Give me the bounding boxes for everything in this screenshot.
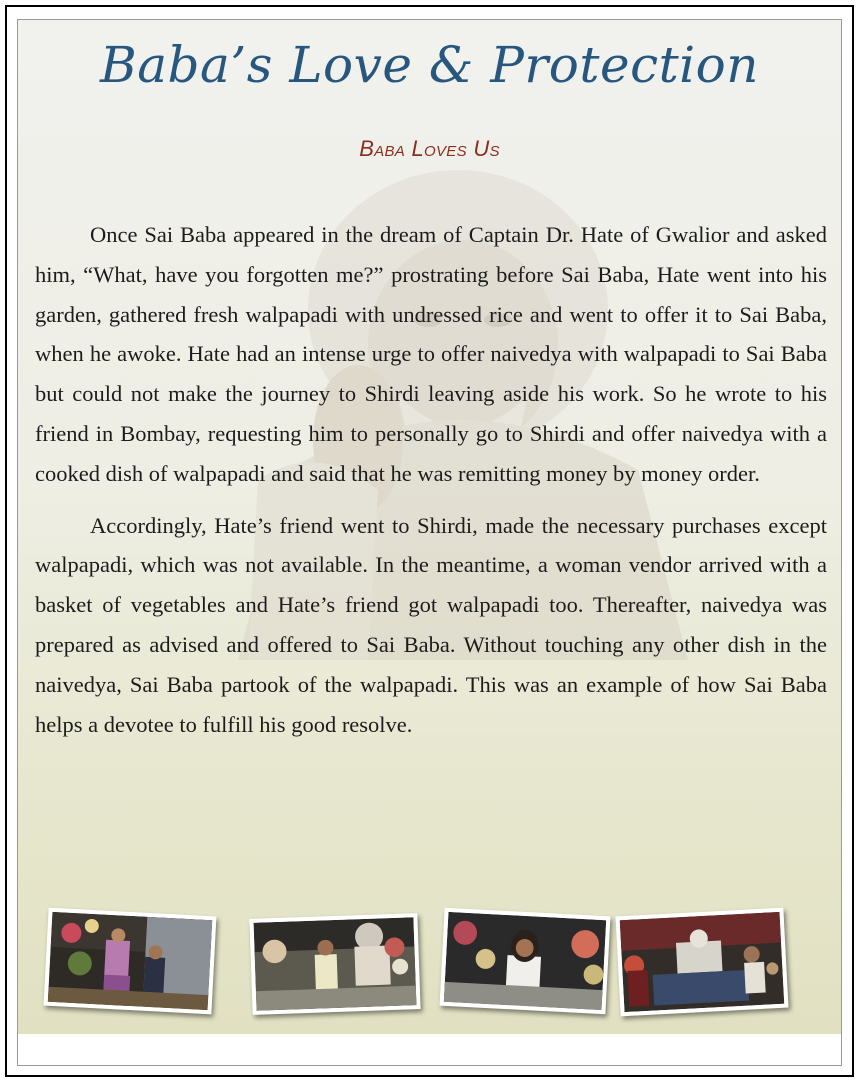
section-heading: Baba Loves Us bbox=[359, 136, 500, 161]
paragraph: Accordingly, Hate’s friend went to Shirdi, made the necessary purchases except walpapadi, which was not available. In the meantime, a woman vendor arrived with a basket of vegetables and Hate’s friend got walpapadi too. Thereafter, naivedya was prepared as advised and offered to Sai Baba. Without touching any other dish in the naivedya, Sai Baba partook of the walpapadi. This was an example of how Sai Baba helps a devotee to fulfill his good resolve. bbox=[35, 512, 827, 737]
paragraph: Once Sai Baba appeared in the dream of Captain Dr. Hate of Gwalior and asked him, “What, have you forgotten me?” prostrating before Sai Baba, Hate went into his garden, gathered fresh walpapadi with undressed rice and went to offer it to Sai Baba, when he awoke. Hate had an intense urge to offer naivedya with walpapadi to Sai Baba but could not make the journey to Shirdi leaving aside his work. So he wrote to his friend in Bombay, requesting him to personally go to Shirdi and offer naivedya with a cooked dish of walpapadi and said that he was remitting money by money order. bbox=[35, 222, 827, 486]
photo-thumbnail[interactable] bbox=[615, 908, 788, 1017]
photo-1-icon bbox=[48, 912, 212, 1010]
photo-2-icon bbox=[254, 917, 417, 1011]
page-footer-strip bbox=[18, 1034, 841, 1065]
photo-thumbnail[interactable] bbox=[249, 913, 420, 1015]
photo-thumbnail[interactable] bbox=[440, 908, 611, 1015]
page-title: Baba’s Love & Protection bbox=[100, 36, 759, 94]
document-page bbox=[17, 19, 842, 1066]
story-text bbox=[35, 215, 827, 756]
photo-thumbnail[interactable] bbox=[44, 908, 217, 1015]
photo-4-icon bbox=[620, 912, 785, 1012]
photo-3-icon bbox=[444, 912, 606, 1010]
